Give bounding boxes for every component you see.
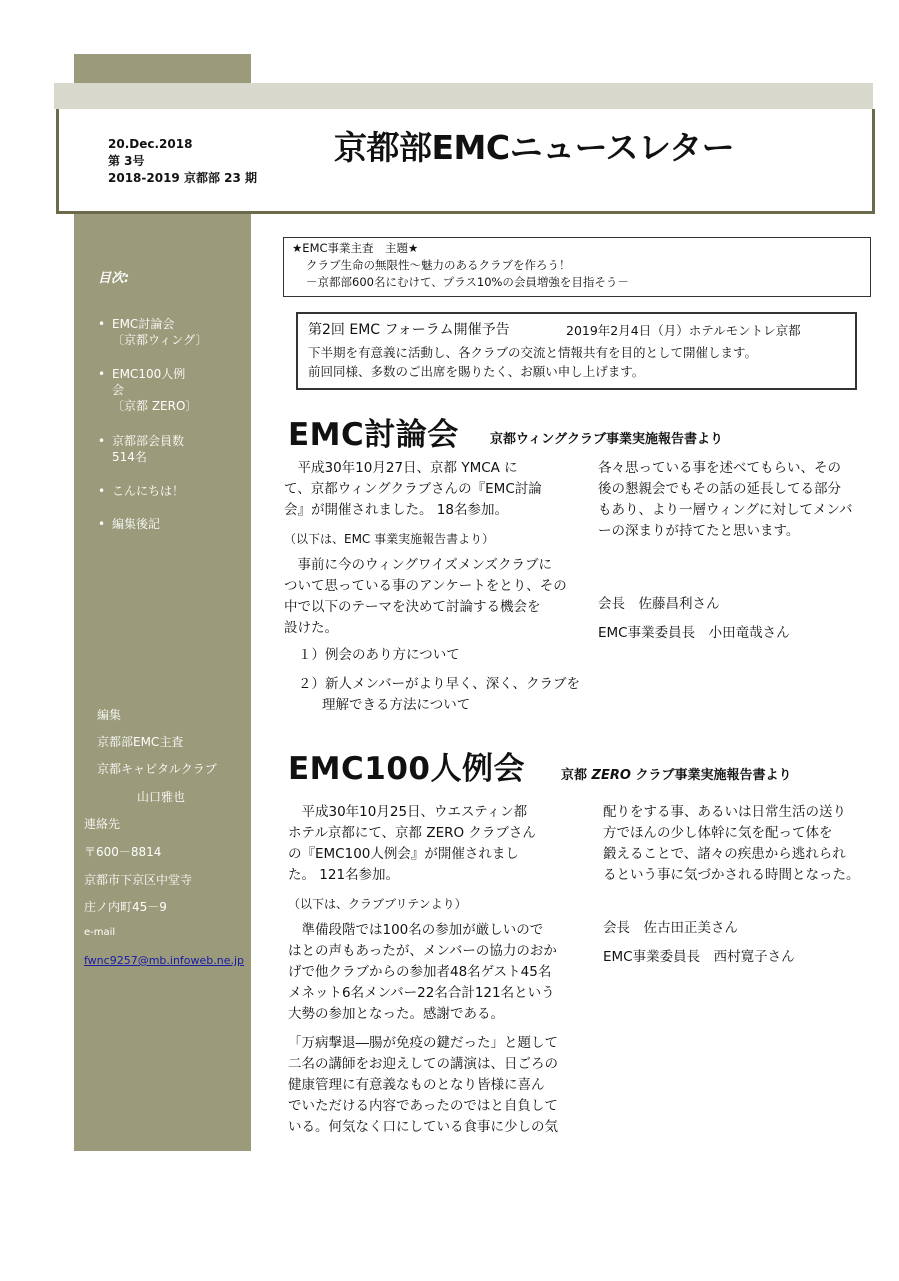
s2-p3-line4: メネット6名メンバー22名合計121名という xyxy=(288,985,555,1001)
s2-r-line3: 鍛えることで、諸々の疾患から逃れられ xyxy=(603,846,846,862)
s1-p1-line3: 会』が開催されました。 18名参加。 xyxy=(284,502,508,518)
section2-left-column xyxy=(288,802,588,1138)
issue-date: 20.Dec.2018 xyxy=(108,137,193,151)
s1-president: 会長 佐藤昌利さん xyxy=(598,596,720,612)
s2-p3-line1: 準備段階では100名の参加が厳しいので xyxy=(288,922,544,938)
s2-chair: EMC事業委員長 西村寛子さん xyxy=(603,949,795,965)
s2-p1-line1: 平成30年10月25日、ウエスティン都 xyxy=(288,804,528,820)
forum-title: 第2回 EMC フォーラム開催予告 xyxy=(308,322,510,338)
s1-item2-line2: 理解できる方法について xyxy=(322,697,471,713)
forum-line-3: 前回同様、多数のご出席を賜りたく、お願い申し上げます。 xyxy=(308,364,645,379)
s2-r-line2: 方でほんの少し体幹に気を配って体を xyxy=(603,825,833,841)
contact-email-link[interactable]: fwnc9257@mb.infoweb.ne.jp xyxy=(84,954,245,967)
theme-heading: ★EMC事業主査 主題★ xyxy=(292,241,419,255)
s1-item1: １）例会のあり方について xyxy=(298,647,460,663)
s1-p3-line1: 事前に今のウィングワイズメンズクラブに xyxy=(284,557,552,573)
contact-label: 連絡先 xyxy=(84,817,121,831)
forum-date-place: 2019年2月4日（月）ホテルモントレ京都 xyxy=(566,323,801,338)
s1-p1-line1: 平成30年10月27日、京都 YMCA に xyxy=(284,460,518,476)
contact-editor-role: 京都部EMC主査 xyxy=(97,735,184,749)
contact-address1: 京都市下京区中堂寺 xyxy=(84,873,193,887)
issue-term: 2018-2019 京都部 23 期 xyxy=(108,171,258,185)
s2-p3-line2: はとの声もあったが、メンバーの協力のおか xyxy=(288,943,557,959)
toc-heading: 目次: xyxy=(98,271,130,286)
section2-title: EMC100人例会 xyxy=(288,751,525,787)
section1-right-column xyxy=(598,458,868,644)
s2-r-line1: 配りをする事、あるいは日常生活の送り xyxy=(603,804,846,820)
theme-line-2: クラブ生命の無限性～魅力のあるクラブを作ろう！ xyxy=(306,258,571,272)
section2-right-column xyxy=(603,802,868,968)
s2-p4-line5: いる。何気なく口にしている食事に少しの気 xyxy=(288,1119,558,1135)
issue-number: 第 3号 xyxy=(108,154,145,168)
section2-subtitle: 京都 ZERO クラブ事業実施報告書より xyxy=(561,768,792,783)
s1-r-line1: 各々思っている事を述べてもらい、その xyxy=(598,460,841,476)
section1-subtitle: 京都ウィングクラブ事業実施報告書より xyxy=(490,432,723,447)
s2-p4-line4: でいただける内容であったのではと自負して xyxy=(288,1098,558,1114)
contact-postal: 〒600－8814 xyxy=(84,845,162,859)
s2-p4-line3: 健康管理に有意義なものとなり皆様に喜ん xyxy=(288,1077,545,1093)
theme-line-3: －京都部600名にむけて、プラス10%の会員増強を目指そう－ xyxy=(306,275,629,289)
contact-address2: 庄ノ内町45－9 xyxy=(84,900,167,914)
s2-p4-line2: 二名の講師をお迎えしての講演は、日ごろの xyxy=(288,1056,558,1072)
contact-name: 山口雅也 xyxy=(137,790,186,804)
contact-club: 京都キャピタルクラブ xyxy=(97,762,217,776)
toc-item-editor-note[interactable]: • 編集後記 xyxy=(98,517,161,531)
toc-item-membership[interactable]: • 京都部会員数 514名 xyxy=(98,434,185,464)
forum-line-2: 下半期を有意義に活動し、各クラブの交流と情報共有を目的として開催します。 xyxy=(308,345,758,360)
s2-p1-line2: ホテル京都にて、京都 ZERO クラブさん xyxy=(288,825,536,841)
s1-r-line3: もあり、より一層ウィングに対してメンバ xyxy=(598,502,853,518)
contact-edit-label: 編集 xyxy=(97,708,122,722)
s2-p1-line4: た。 121名参加。 xyxy=(288,867,400,883)
s2-president: 会長 佐古田正美さん xyxy=(603,920,738,936)
toc-item-emc100[interactable]: • EMC100人例 会 〔京都 ZERO〕 xyxy=(98,367,198,413)
toc-item-hello[interactable]: • こんにちは！ xyxy=(98,484,185,498)
s1-p2: （以下は、EMC 事業実施報告書より） xyxy=(284,532,495,546)
s2-p3-line5: 大勢の参加となった。感謝である。 xyxy=(288,1006,504,1022)
s1-r-line2: 後の懇親会でもその話の延長してる部分 xyxy=(598,481,841,497)
section1-left-column xyxy=(284,458,584,716)
s1-chair: EMC事業委員長 小田竜哉さん xyxy=(598,625,790,641)
sidebar-background xyxy=(74,54,251,1151)
s1-item2-line1: ２）新人メンバーがより早く、深く、クラブを xyxy=(298,676,581,692)
header-band xyxy=(54,83,873,109)
s2-p3-line3: げで他クラブからの参加者48名ゲスト45名 xyxy=(288,964,552,980)
section1-title: EMC討論会 xyxy=(288,417,459,453)
toc-item-emc-discussion[interactable]: • EMC討論会 〔京都ウィング〕 xyxy=(98,317,208,347)
s1-p3-line2: ついて思っている事のアンケートをとり、その xyxy=(284,578,567,594)
s2-r-line4: るという事に気づかされる時間となった。 xyxy=(603,867,860,883)
contact-email-label: e-mail xyxy=(84,927,116,938)
s1-r-line4: ーの深まりが持てたと思います。 xyxy=(598,523,800,539)
s1-p1-line2: て、京都ウィングクラブさんの『EMC討論 xyxy=(284,481,542,497)
newsletter-title: 京都部EMCニュースレター xyxy=(334,128,735,167)
s2-p2: （以下は、クラブブリテンより） xyxy=(288,897,467,911)
theme-box xyxy=(283,237,871,297)
s1-p3-line4: 設けた。 xyxy=(284,620,338,636)
s2-p4-line1: 「万病撃退―腸が免疫の鍵だった」と題して xyxy=(288,1035,558,1051)
s2-p1-line3: の『EMC100人例会』が開催されまし xyxy=(288,846,519,862)
forum-announcement-box xyxy=(296,312,857,390)
s1-p3-line3: 中で以下のテーマを決めて討論する機会を xyxy=(284,599,541,615)
